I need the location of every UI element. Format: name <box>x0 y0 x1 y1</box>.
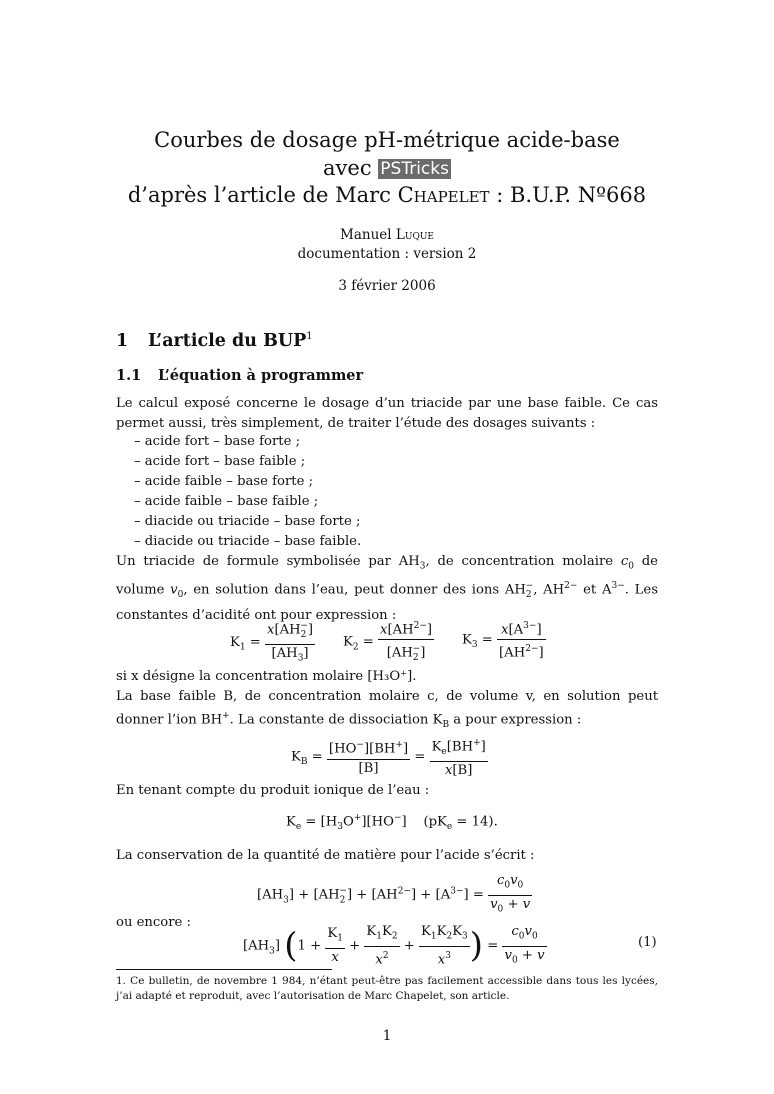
dosage-list <box>134 432 361 551</box>
subsection-title: L’équation à programmer <box>158 367 364 384</box>
title-avec: avec <box>323 156 372 180</box>
page-number: 1 <box>382 1028 392 1044</box>
list-item: – acide faible – base faible ; <box>134 493 319 509</box>
water-paragraph: En tenant compte du produit ionique de l’eau : <box>116 783 430 798</box>
triacide-paragraph: Un triacide de formule symbolisée par $AH_3$, de concentration molaire $c_0$ de volume $v_0$, en solution dans l’eau, peut donner des ions $AH_2^-$, $AH^{2-}$ et $A^{3-}$. Les constantes d’acidité ont pour expression : <box>116 554 658 624</box>
title-author-name: Chapelet <box>397 183 490 207</box>
doc-title-line2 <box>0 154 774 182</box>
equation-k3: $K_3$ = $\frac{x[A^{3-}]}{[AH^{2-}]}$ <box>462 621 544 661</box>
ou-encore: ou encore : <box>116 915 191 930</box>
pstricks-logo: PSTricks <box>380 159 449 179</box>
base-paragraph: La base faible B, de concentration molaire c, de volume v, en solution peut donner l’ion BH+. La constante de dissociation $K_B$ a pour expression : <box>116 689 658 730</box>
footnote: 1. Ce bulletin, de novembre 1 984, n’étant peut-être pas facilement accessible dans tous les lycées, j’ai adapté et reproduit, avec l’autorisation de Marc Chapelet, son article. <box>116 975 658 1002</box>
section-title: L’article du BUP <box>148 331 307 351</box>
section-heading <box>116 331 313 351</box>
equation-ke: $K_e = [H_3O^+][HO^-]$ $(pK_e = 14)$. <box>286 813 498 833</box>
intro-paragraph: Le calcul exposé concerne le dosage d’un triacide par une base faible. Ce cas permet aussi, très simplement, de traiter l’étude des dosages suivants : <box>116 396 658 431</box>
equation-conservation: $[AH_3] + [AH_2^-] + [AH^{2-}] + [A^{3-}]$ = $\frac{c_0v_0}{v_0 + v}$ <box>257 872 532 918</box>
list-item: – diacide ou triacide – base forte ; <box>134 513 361 529</box>
equation-k2: $K_2$ = $\frac{x[AH^{2-}]}{[AH_2^-]}$ <box>343 617 434 667</box>
equation-k1: $K_1$ = $\frac{x[AH_2^-]}{[AH_3]}$ <box>230 617 315 668</box>
title-suffix: : B.U.P. Nº668 <box>496 183 647 207</box>
footnote-mark[interactable]: 1 <box>306 331 313 343</box>
doc-date: 3 février 2006 <box>338 278 436 294</box>
section-number: 1 <box>116 331 129 351</box>
equation-1: $[AH_3] (1$ + $\frac{K_1}{x}$ + $\frac{K_1K_2}{x^2}$ + $\frac{K_1K_2K_3}{x^3}$ ) = $\frac{c_0v_0}{v_0 + v}$ <box>243 923 547 969</box>
doc-title-line3 <box>0 181 774 209</box>
x-definition: si x désigne la concentration molaire [H₃O⁺]. <box>116 669 417 684</box>
author <box>0 227 774 243</box>
author-first: Manuel <box>340 227 392 243</box>
doc-title-line1: Courbes de dosage pH-métrique acide-base <box>154 128 620 152</box>
list-item: – acide fort – base forte ; <box>134 434 301 449</box>
subsection-number: 1.1 <box>116 367 142 384</box>
footnote-rule <box>116 969 332 970</box>
author-last: Luque <box>395 227 434 243</box>
equation-number: (1) <box>638 935 657 950</box>
list-item: – acide fort – base faible ; <box>134 453 306 469</box>
list-item: – acide faible – base forte ; <box>134 473 314 489</box>
subsection-heading <box>116 367 363 384</box>
list-item: – diacide ou triacide – base faible. <box>134 533 362 549</box>
equation-kb: $K_B$ = $\frac{[HO^-][BH^+]}{[B]}$ = $\frac{K_e[BH^+]}{x[B]}$ <box>291 738 486 779</box>
conservation-paragraph: La conservation de la quantité de matière pour l’acide s’écrit : <box>116 848 535 863</box>
doc-version: documentation : version 2 <box>297 246 477 262</box>
title-prefix: d’après l’article de Marc <box>127 183 391 207</box>
